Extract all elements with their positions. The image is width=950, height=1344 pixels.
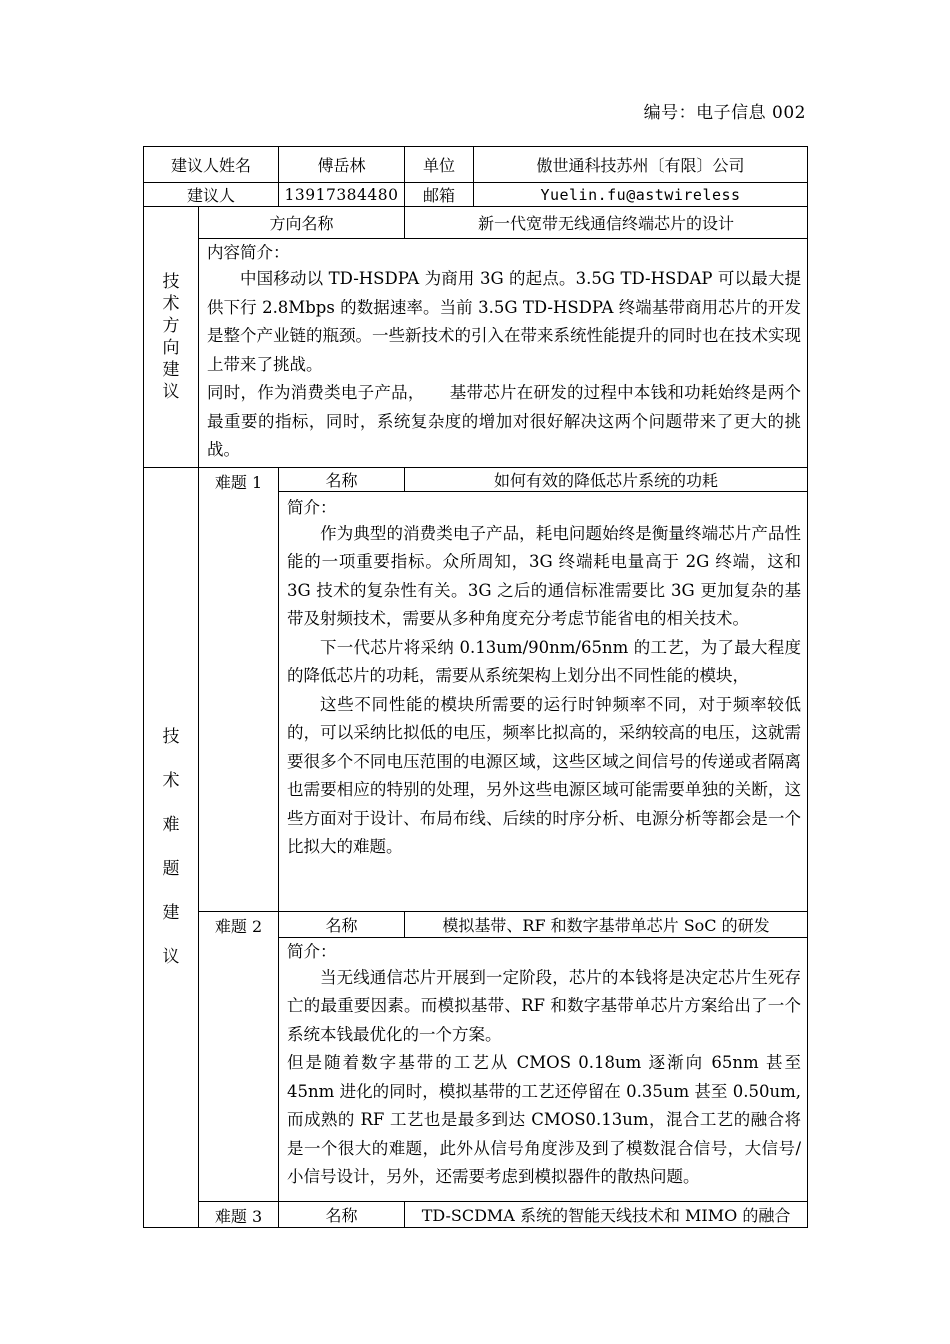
- problem-1-paragraph: 作为典型的消费类电子产品，耗电问题始终是衡量终端芯片产品性能的一项重要指标。众所周知，3G 终端耗电量高于 2G 终端，这和 3G 技术的复杂性有关。3G 之后的通信标准需要比 3G 更加复杂的基带及射频技术，需要从多种角度充分考虑节能省电的相关技术。: [287, 523, 802, 628]
- vertical-char: 建: [162, 359, 180, 380]
- problem-1-name-value: 如何有效的降低芯片系统的功耗: [405, 467, 808, 491]
- vertical-char: 建: [162, 903, 180, 923]
- problem-1-name-label: 名称: [279, 467, 405, 491]
- unit-value: 傲世通科技苏州〔有限〕公司: [474, 147, 808, 183]
- problem-1-label: 难题 1: [199, 467, 279, 911]
- vertical-char: 议: [162, 947, 180, 967]
- problem-1-paragraph: 下一代芯片将采纳 0.13um/90nm/65nm 的工艺，为了最大程度的降低芯片的功耗，需要从系统架构上划分出不同性能的模块，: [287, 637, 802, 685]
- email-value: Yuelin.fu@astwireless: [474, 183, 808, 207]
- problem-2-name-value: 模拟基带、RF 和数字基带单芯片 SoC 的研发: [405, 911, 808, 937]
- problem-3-name-label: 名称: [279, 1201, 405, 1227]
- vertical-char: 议: [162, 381, 180, 402]
- problem-2-label: 难题 2: [199, 911, 279, 1201]
- problem-1-intro-title: 简介：: [287, 497, 337, 517]
- proposer-name-value: 傅岳林: [279, 147, 405, 183]
- problem-2-paragraph: 当无线通信芯片开展到一定阶段，芯片的本钱将是决定芯片生死存亡的最重要因素。而模拟基带、RF 和数字基带单芯片方案给出了一个系统本钱最优化的一个方案。: [287, 967, 802, 1044]
- problem-2-paragraph: 但是随着数字基带的工艺从 CMOS 0.18um 逐渐向 65nm 甚至 45nm 进化的同时，模拟基带的工艺还停留在 0.35um 甚至 0.50um,而成熟的 RF 工艺也是最多到达 CMOS0.13um，混合工艺的融合将是一个很大的难题，此外从信号角度涉及到了模数混合信号，大信号/小信号设计，另外，还需要考虑到模拟器件的散热问题。: [287, 1053, 802, 1186]
- tech-direction-section-label: [144, 207, 199, 468]
- vertical-char: 题: [162, 859, 180, 879]
- proposer-name-label: 建议人姓名: [144, 147, 279, 183]
- problem-3-label: 难题 3: [199, 1201, 279, 1227]
- vertical-char: 难: [162, 815, 180, 835]
- contact-label: 建议人: [144, 183, 279, 207]
- tech-problems-section-label: [144, 467, 199, 1227]
- proposal-form-table: [143, 146, 808, 1228]
- document-number: 编号：电子信息 002: [643, 103, 806, 123]
- problem-1-content-cell: [279, 491, 808, 911]
- problem-2-intro-title: 简介：: [287, 941, 337, 961]
- direction-paragraph: 中国移动以 TD-HSDPA 为商用 3G 的起点。3.5G TD-HSDAP 可以最大提供下行 2.8Mbps 的数据速率。当前 3.5G TD-HSDPA 终端基带商用芯片的开发是整个产业链的瓶颈。一些新技术的引入在带来系统性能提升的同时也在技术实现上带来了挑战。: [207, 269, 802, 374]
- vertical-char: 方: [162, 315, 180, 336]
- problem-3-name-value: TD-SCDMA 系统的智能天线技术和 MIMO 的融合: [405, 1201, 808, 1227]
- direction-intro-title: 内容简介：: [207, 243, 290, 262]
- direction-content-cell: [199, 239, 808, 468]
- vertical-char: 术: [162, 293, 180, 314]
- direction-paragraph: 同时，作为消费类电子产品， 基带芯片在研发的过程中本钱和功耗始终是两个最重要的指标，同时，系统复杂度的增加对很好解决这两个问题带来了更大的挑战。: [207, 383, 802, 459]
- phone-value: 13917384480: [279, 183, 405, 207]
- vertical-char: 技: [162, 727, 180, 747]
- vertical-char: 向: [162, 337, 180, 358]
- email-label: 邮箱: [405, 183, 474, 207]
- problem-2-content-cell: [279, 937, 808, 1201]
- direction-name-label: 方向名称: [199, 207, 405, 239]
- unit-label: 单位: [405, 147, 474, 183]
- direction-name-value: 新一代宽带无线通信终端芯片的设计: [405, 207, 808, 239]
- vertical-char: 技: [162, 271, 180, 292]
- vertical-char: 术: [162, 771, 180, 791]
- problem-2-name-label: 名称: [279, 911, 405, 937]
- problem-1-paragraph: 这些不同性能的模块所需要的运行时钟频率不同，对于频率较低的，可以采纳比拟低的电压，频率比拟高的，采纳较高的电压，这就需要很多个不同电压范围的电源区域，这些区域之间信号的传递或者隔离也需要相应的特别的处理，另外这些电源区域可能需要单独的关断，这些方面对于设计、布局布线、后续的时序分析、电源分析等都会是一个比拟大的难题。: [287, 694, 802, 856]
